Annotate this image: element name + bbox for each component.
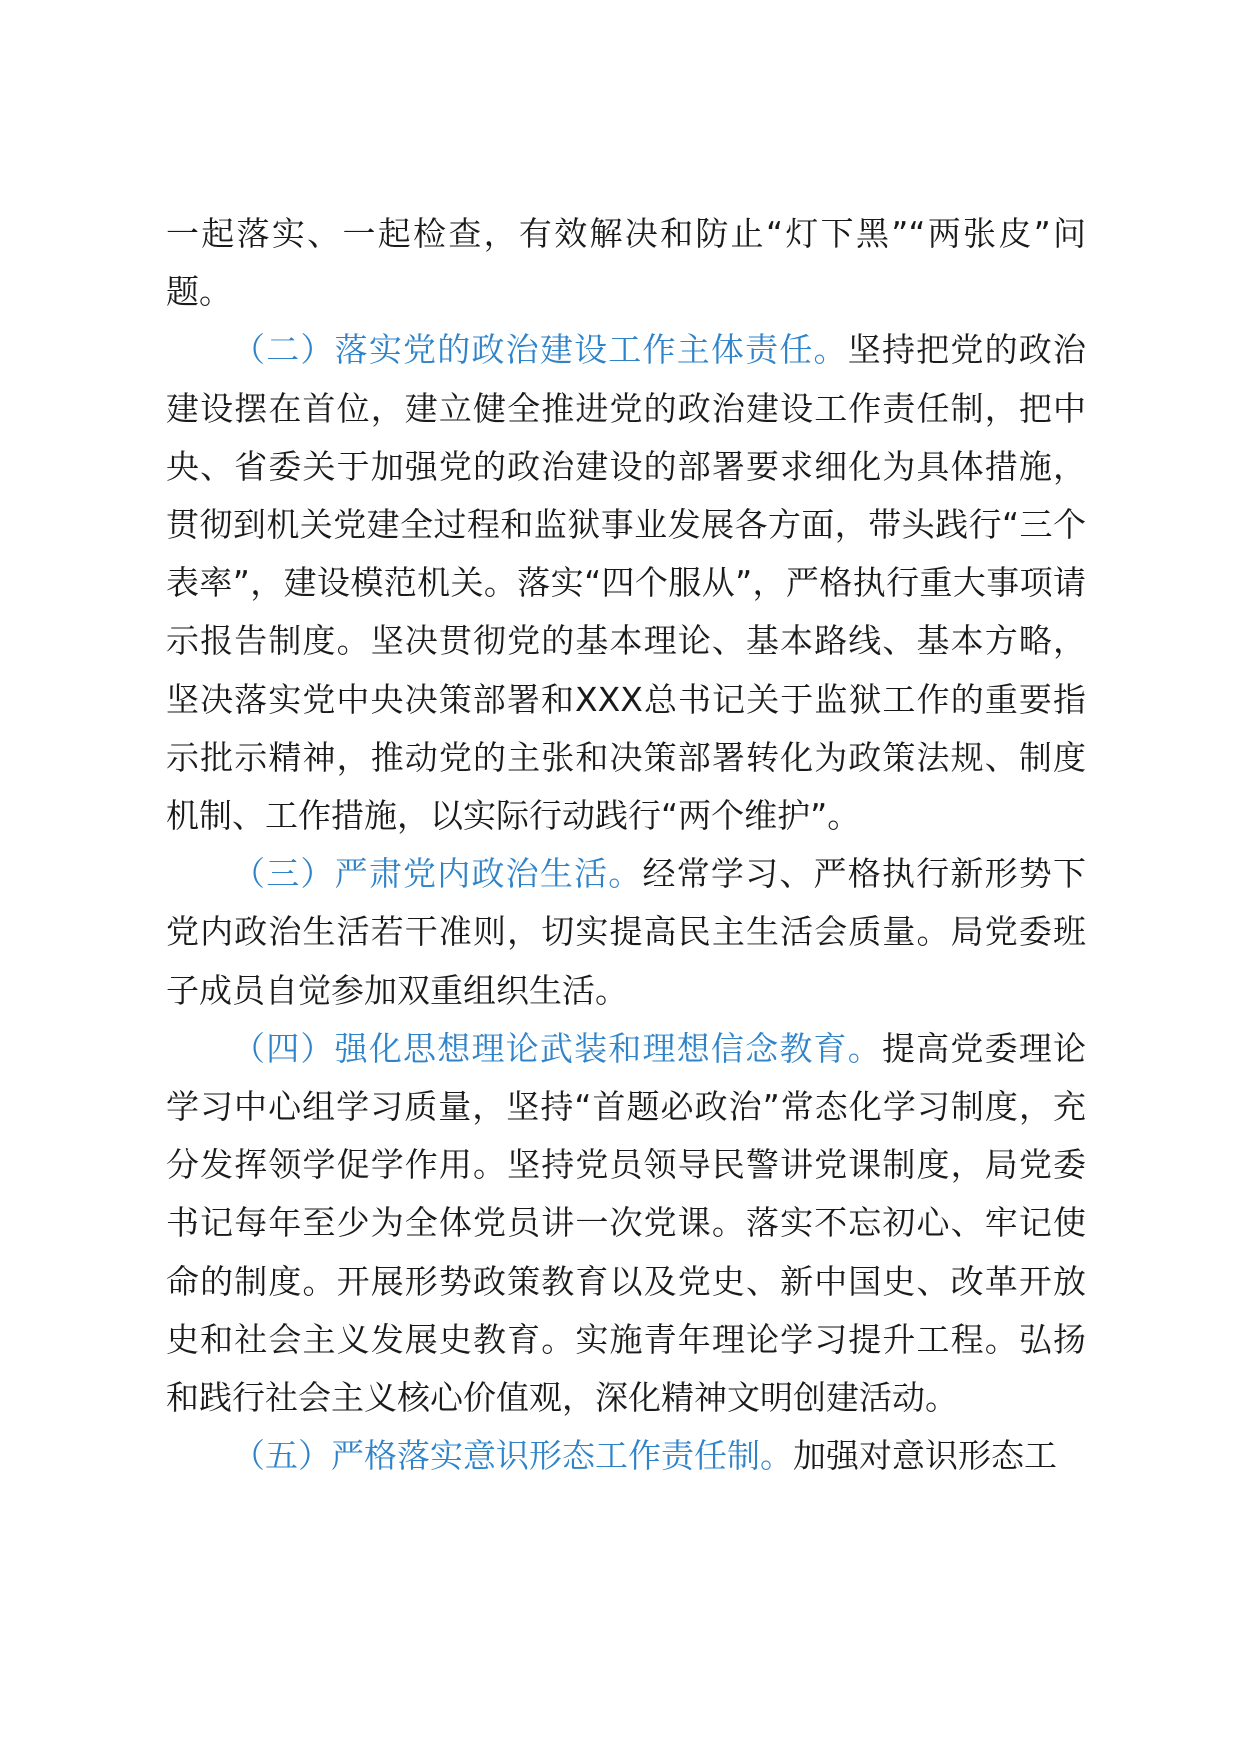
- paragraph-body: 坚持把党的政治建设摆在首位，建立健全推进党的政治建设工作责任制，把中央、省委关于加强党的政治建设的部署要求细化为具体措施，贯彻到机关党建全过程和监狱事业发展各方面，带头践行“三个表率”，建设模范机关。落实“四个服从”，严格执行重大事项请示报告制度。坚决贯彻党的基本理论、基本路线、基本方略，坚决落实党中央决策部署和XXX总书记关于监狱工作的重要指示批示精神，推动党的主张和决策部署转化为政策法规、制度机制、工作措施，以实际行动践行“两个维护”。: [166, 330, 1087, 836]
- paragraph-section-5: [166, 1427, 1086, 1485]
- paragraph-continuation: [166, 205, 1086, 321]
- paragraph-body: 加强对意识形态工: [793, 1436, 1057, 1476]
- paragraph-body: 提高党委理论学习中心组学习质量，坚持“首题必政治”常态化学习制度，充分发挥领学促学作用。坚持党员领导民警讲党课制度，局党委书记每年至少为全体党员讲一次党课。落实不忘初心、牢记使命的制度。开展形势政策教育以及党史、新中国史、改革开放史和社会主义发展史教育。实施青年理论学习提升工程。弘扬和践行社会主义核心价值观，深化精神文明创建活动。: [166, 1028, 1087, 1418]
- section-heading: （五）严格落实意识形态工作责任制。: [232, 1436, 793, 1476]
- paragraph-section-4: [166, 1020, 1086, 1427]
- paragraph-section-3: [166, 845, 1086, 1020]
- section-heading: （二）落实党的政治建设工作主体责任。: [232, 330, 848, 370]
- paragraph-body: 一起落实、一起检查，有效解决和防止“灯下黑”“两张皮”问题。: [166, 214, 1086, 312]
- paragraph-section-2: [166, 321, 1086, 845]
- section-heading: （三）严肃党内政治生活。: [232, 854, 643, 894]
- paragraph-body: 经常学习、严格执行新形势下党内政治生活若干准则，切实提高民主生活会质量。局党委班子成员自觉参加双重组织生活。: [166, 854, 1087, 1010]
- section-heading: （四）强化思想理论武装和理想信念教育。: [232, 1028, 882, 1068]
- document-page: [166, 205, 1086, 1485]
